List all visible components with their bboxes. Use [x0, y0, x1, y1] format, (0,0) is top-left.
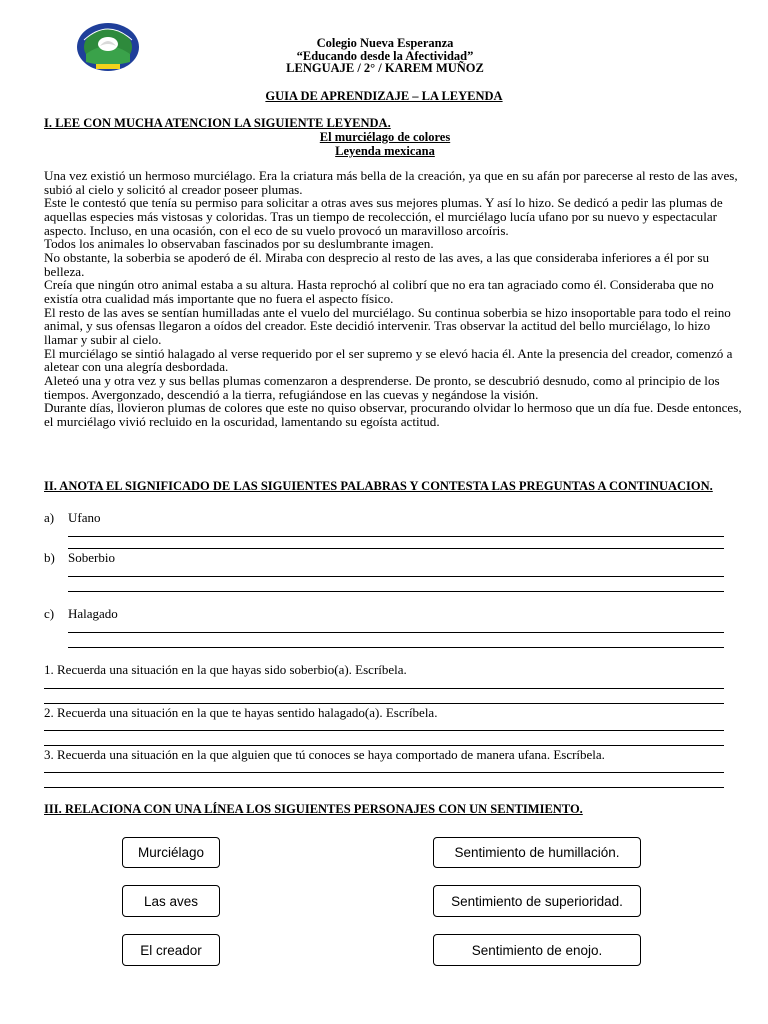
vocab-item-soberbio [44, 550, 115, 566]
answer-line[interactable] [44, 787, 724, 788]
answer-line[interactable] [68, 591, 724, 592]
section-3-heading: III. RELACIONA CON UNA LÍNEA LOS SIGUIENTES PERSONAJES CON UN SENTIMIENTO. [44, 802, 583, 816]
story-paragraph: El resto de las aves se sentían humilladas ante el vuelo del murciélago. Su continua soberbia se hizo insoportable para todo el reino animal, y sus ofensas llegaron a oídos del creador. Este decidió intervenir. Tras observar la actitud del bello murciélago, lo hizo llamar y subir al cielo. [44, 304, 731, 347]
vocab-item-ufano [44, 510, 101, 526]
feeling-box-humillacion[interactable]: Sentimiento de humillación. [433, 837, 641, 868]
story-paragraph: Creía que ningún otro animal estaba a su altura. Hasta reprochó al colibrí que no era tan agraciado como él. Consideraba que no existía otra cualidad más importante que no fuera el aspecto físico. [44, 277, 714, 306]
character-box-murcielago[interactable]: Murciélago [122, 837, 220, 868]
question-3: 3. Recuerda una situación en la que alguien que tú conoces se haya comportado de manera ufana. Escríbela. [44, 747, 605, 762]
character-box-creador[interactable]: El creador [122, 934, 220, 966]
vocab-letter: b) [44, 550, 55, 565]
story-paragraph: Una vez existió un hermoso murciélago. Era la criatura más bella de la creación, ya que en su afán por parecerse al resto de las aves, subió al cielo y solicitó al creador poseer plumas. [44, 168, 738, 197]
answer-line[interactable] [44, 745, 724, 746]
question-1: 1. Recuerda una situación en la que hayas sido soberbio(a). Escríbela. [44, 662, 407, 677]
story-paragraph: Este le contestó que tenía su permiso para solicitar a otras aves sus mejores plumas. Y así lo hizo. Se dedicó a pedir las plumas de aquellas especies más vistosas y coloridas. Tras un tiempo de recolección, el murciélago lucía ufano por su nuevo y espectacular aspecto. Incluso, en una ocasión, con el eco de su vuelo provocó un maravilloso arcoíris. [44, 195, 723, 238]
story-text [44, 169, 744, 428]
character-box-aves[interactable]: Las aves [122, 885, 220, 917]
story-subtitle: Leyenda mexicana [335, 144, 435, 158]
answer-line[interactable] [68, 576, 724, 577]
vocab-word: Soberbio [68, 550, 115, 565]
guide-title: GUIA DE APRENDIZAJE – LA LEYENDA [265, 89, 503, 103]
vocab-word: Halagado [68, 606, 118, 621]
answer-line[interactable] [68, 548, 724, 549]
story-paragraph: Aleteó una y otra vez y sus bellas plumas comenzaron a desprenderse. De pronto, se descubrió desnudo, como al principio de los tiempos. Avergonzado, descendió a la tierra, refugiándose en las cuevas y negándose la visión. [44, 372, 720, 402]
answer-line[interactable] [44, 730, 724, 731]
story-paragraph: Todos los animales lo observaban fascinados por su deslumbrante imagen. [44, 236, 434, 252]
school-name: Colegio Nueva Esperanza [316, 36, 454, 50]
feeling-box-superioridad[interactable]: Sentimiento de superioridad. [433, 885, 641, 917]
story-paragraph: No obstante, la soberbia se apoderó de él. Miraba con desprecio al resto de las aves, a las que consideraba inferiores a él por su belleza. [44, 249, 709, 279]
school-logo [76, 22, 140, 72]
answer-line[interactable] [44, 772, 724, 773]
vocab-item-halagado [44, 606, 118, 622]
school-header [240, 37, 530, 75]
section-1-heading: I. LEE CON MUCHA ATENCION LA SIGUIENTE LEYENDA. [44, 116, 391, 130]
answer-line[interactable] [68, 536, 724, 537]
answer-line[interactable] [44, 688, 724, 689]
vocab-letter: a) [44, 510, 55, 525]
answer-line[interactable] [44, 703, 724, 704]
story-paragraph: El murciélago se sintió halagado al verse requerido por el ser supremo y se elevó hacia él. Ante la presencia del creador, comenzó a aletear con una alegría desbordada. [44, 345, 733, 375]
vocab-word: Ufano [68, 510, 101, 525]
vocab-letter: c) [44, 606, 55, 621]
story-paragraph: Durante días, llovieron plumas de colores que este no quiso observar, procurando olvidar lo hermoso que un día fue. Desde entonces, el murciélago vivió recluido en la oscuridad, lamentando su egoísta actitud. [44, 400, 742, 429]
feeling-box-enojo[interactable]: Sentimiento de enojo. [433, 934, 641, 966]
question-2: 2. Recuerda una situación en la que te hayas sentido halagado(a). Escríbela. [44, 705, 438, 720]
answer-line[interactable] [68, 647, 724, 648]
story-title: El murciélago de colores [319, 130, 451, 144]
school-motto: “Educando desde la Afectividad” [296, 48, 474, 63]
course-line: LENGUAJE / 2° / KAREM MUÑOZ [286, 61, 484, 75]
answer-line[interactable] [68, 632, 724, 633]
section-2-heading: II. ANOTA EL SIGNIFICADO DE LAS SIGUIENTES PALABRAS Y CONTESTA LAS PREGUNTAS A CONTINUACION. [44, 479, 713, 493]
